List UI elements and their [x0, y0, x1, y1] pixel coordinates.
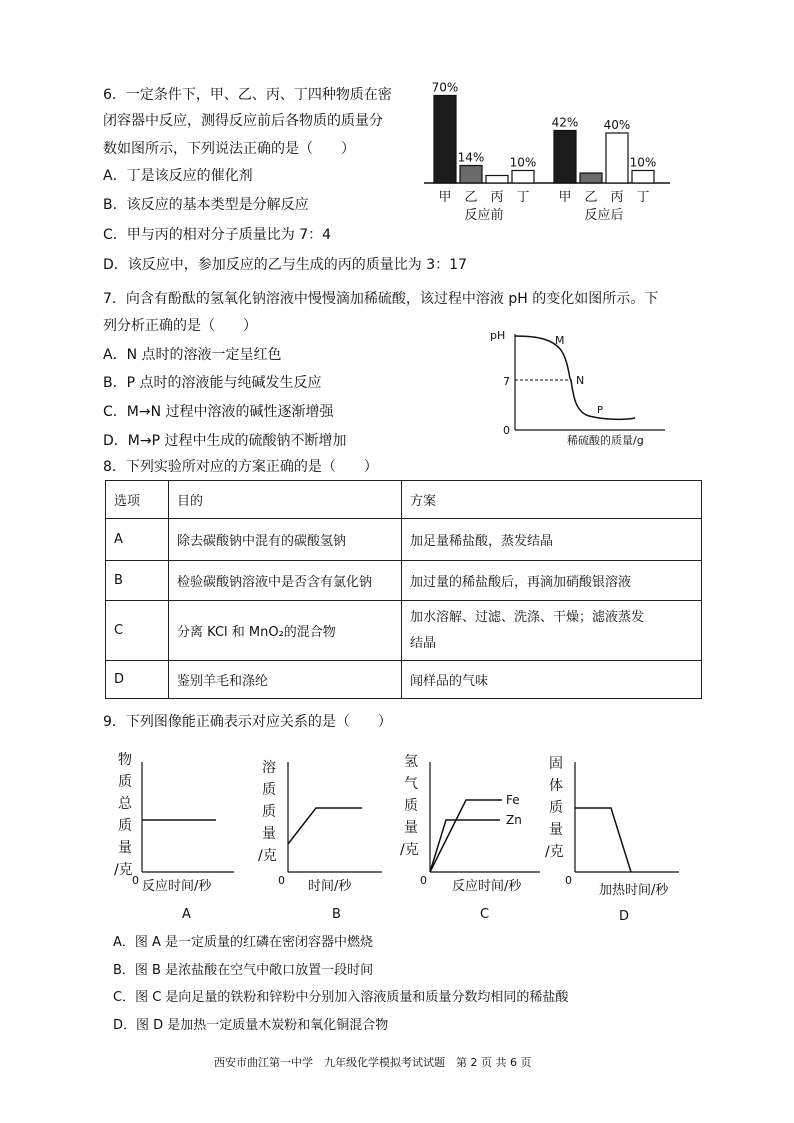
row-option: C — [106, 601, 169, 661]
bar-after-0 — [554, 131, 576, 184]
bar-value-label: 10% — [629, 155, 657, 170]
ph-y-label: pH — [490, 329, 506, 342]
graph-a-ylabel: 总 — [118, 796, 132, 812]
header-option: 选项 — [106, 481, 169, 519]
q6-option-b: B．该反应的基本类型是分解反应 — [103, 197, 309, 213]
header-goal: 目的 — [169, 481, 402, 519]
q9-stem: 9．下列图像能正确表示对应关系的是（ ） — [103, 714, 392, 730]
graph-b-line — [288, 808, 362, 844]
table-row — [106, 519, 702, 561]
graph-d-ylabel: /克 — [545, 844, 564, 860]
graph-a-ylabel: 质 — [118, 818, 132, 834]
table-row — [106, 561, 702, 601]
q6-bar-chart — [420, 75, 680, 225]
row-goal: 分离 KCl 和 MnO₂的混合物 — [169, 601, 402, 661]
graph-a-ylabel: 质 — [118, 774, 132, 790]
graph-b-ylabel: 溶 — [262, 760, 276, 776]
q6-stem-line1: 6．一定条件下，甲、乙、丙、丁四种物质在密 — [103, 87, 392, 103]
graph-c-ylabel: 气 — [404, 776, 418, 792]
page-footer: 西安市曲江第一中学 九年级化学模拟考试试题 第 2 页 共 6 页 — [214, 1056, 532, 1069]
row-plan-line1: 加水溶解、过滤、洗涤、干燥；滤液蒸发 — [410, 609, 645, 625]
q7-option-b: B．P 点时的溶液能与纯碱发生反应 — [103, 375, 322, 391]
q9-option-c: C．图 C 是向足量的铁粉和锌粉中分别加入溶液质量和质量分数均相同的稀盐酸 — [113, 990, 569, 1005]
graph-c-label-fe: Fe — [506, 793, 520, 807]
q8-stem: 8．下列实验所对应的方案正确的是（ ） — [103, 459, 378, 475]
bar-category-label: 乙 — [464, 190, 478, 205]
graph-a-ylabel: 量 — [118, 840, 132, 856]
bar-category-label: 丙 — [610, 190, 624, 205]
q7-option-c: C．M→N 过程中溶液的碱性逐渐增强 — [103, 404, 334, 420]
bar-category-label: 乙 — [584, 190, 598, 205]
bar-before-0 — [434, 96, 456, 184]
graph-b-origin: 0 — [278, 874, 285, 887]
bar-category-label: 甲 — [558, 190, 572, 205]
q9-option-a: A．图 A 是一定质量的红磷在密闭容器中燃烧 — [113, 935, 374, 950]
row-goal: 除去碳酸钠中混有的碳酸氢钠 — [169, 519, 402, 561]
graph-b-xlabel: 时间/秒 — [308, 879, 352, 894]
bar-category-label: 甲 — [438, 190, 452, 205]
q6-option-a: A．丁是该反应的催化剂 — [103, 168, 253, 184]
bar-group-label: 反应前 — [464, 208, 504, 223]
graph-b-ylabel: 质 — [262, 782, 276, 798]
bar-value-label: 70% — [431, 80, 459, 95]
graph-c-caption: C — [480, 907, 490, 922]
bar-before-2 — [486, 176, 508, 184]
graph-a-origin: 0 — [132, 874, 139, 887]
q9-graph-b — [258, 748, 398, 923]
graph-a-ylabel: 物 — [118, 752, 132, 768]
graph-b-ylabel: /克 — [258, 848, 277, 864]
row-plan — [402, 601, 702, 661]
graph-a-ylabel: /克 — [114, 862, 133, 878]
row-plan-line2: 结晶 — [410, 635, 437, 651]
bar-group-label: 反应后 — [584, 208, 624, 223]
graph-a-xlabel: 反应时间/秒 — [142, 879, 212, 894]
q7-stem-line1: 7．向含有酚酞的氢氧化钠溶液中慢慢滴加稀硫酸，该过程中溶液 pH 的变化如图所示。下 — [103, 291, 659, 307]
row-option: B — [106, 561, 169, 601]
bar-category-label: 丁 — [516, 190, 530, 205]
bar-value-label: 10% — [509, 155, 537, 170]
bar-value-label: 42% — [551, 115, 579, 130]
q7-ph-chart — [485, 322, 675, 452]
row-option: A — [106, 519, 169, 561]
row-plan: 加足量稀盐酸，蒸发结晶 — [402, 519, 702, 561]
header-plan: 方案 — [402, 481, 702, 519]
graph-d-caption: D — [619, 909, 630, 923]
bar-category-label: 丙 — [490, 190, 504, 205]
row-plan: 加过量的稀盐酸后，再滴加硝酸银溶液 — [402, 561, 702, 601]
bar-after-3 — [632, 171, 654, 184]
q6-stem-line3: 数如图所示，下列说法正确的是（ ） — [103, 141, 355, 157]
graph-d-ylabel: 固 — [549, 756, 563, 772]
ph-x-label: 稀硫酸的质量/g — [567, 434, 644, 447]
q6-stem-line2: 闭容器中反应，测得反应前后各物质的质量分 — [103, 113, 383, 129]
graph-d-xlabel: 加热时间/秒 — [599, 883, 669, 898]
q9-option-b: B．图 B 是浓盐酸在空气中敞口放置一段时间 — [113, 963, 374, 978]
q9-option-d: D．图 D 是加热一定质量木炭粉和氧化铜混合物 — [113, 1018, 389, 1033]
row-plan: 闻样品的气味 — [402, 661, 702, 699]
graph-d-line — [575, 808, 631, 872]
graph-c-line-zn — [430, 820, 500, 872]
graph-b-ylabel: 质 — [262, 804, 276, 820]
graph-a-caption: A — [182, 907, 191, 922]
bar-category-label: 丁 — [636, 190, 650, 205]
q6-option-d: D．该反应中，参加反应的乙与生成的丙的质量比为 3：17 — [103, 257, 467, 273]
graph-d-origin: 0 — [565, 874, 572, 887]
graph-d-ylabel: 质 — [549, 800, 563, 816]
ph-origin: 0 — [503, 424, 510, 437]
ph-point-p: P — [597, 405, 604, 416]
q8-table — [105, 480, 702, 699]
ph-point-m: M — [555, 334, 565, 347]
bar-before-3 — [512, 171, 534, 184]
graph-d-ylabel: 量 — [549, 822, 563, 838]
graph-c-label-zn: Zn — [506, 813, 522, 827]
q9-graph-d — [543, 748, 693, 923]
bar-before-1 — [460, 166, 482, 184]
q6-option-c: C．甲与丙的相对分子质量比为 7：4 — [103, 227, 332, 243]
q7-stem-line2: 列分析正确的是（ ） — [103, 318, 257, 334]
graph-b-ylabel: 量 — [262, 826, 276, 842]
bar-value-label: 14% — [457, 150, 485, 165]
q7-option-a: A．N 点时的溶液一定呈红色 — [103, 347, 282, 363]
graph-c-origin: 0 — [420, 874, 427, 887]
q7-option-d: D．M→P 过程中生成的硫酸钠不断增加 — [103, 433, 347, 449]
graph-c-ylabel: 氢 — [404, 754, 418, 770]
ph-curve — [515, 336, 635, 419]
row-option: D — [106, 661, 169, 699]
graph-d-ylabel: 体 — [549, 778, 563, 794]
table-row — [106, 601, 702, 661]
row-goal: 鉴别羊毛和涤纶 — [169, 661, 402, 699]
graph-c-ylabel: 质 — [404, 798, 418, 814]
q9-graph-a — [108, 748, 248, 923]
bar-after-1 — [580, 173, 602, 183]
ph-tick-7: 7 — [503, 375, 510, 388]
graph-c-xlabel: 反应时间/秒 — [452, 879, 522, 894]
graph-c-ylabel: /克 — [400, 842, 419, 858]
bar-value-label: 40% — [603, 118, 631, 132]
graph-c-ylabel: 量 — [404, 820, 418, 836]
row-goal: 检验碳酸钠溶液中是否含有氯化钠 — [169, 561, 402, 601]
ph-point-n: N — [576, 374, 585, 387]
table-header-row — [106, 481, 702, 519]
q9-graph-c — [400, 748, 550, 923]
graph-b-caption: B — [332, 907, 341, 922]
bar-after-2 — [606, 133, 628, 183]
table-row — [106, 661, 702, 699]
